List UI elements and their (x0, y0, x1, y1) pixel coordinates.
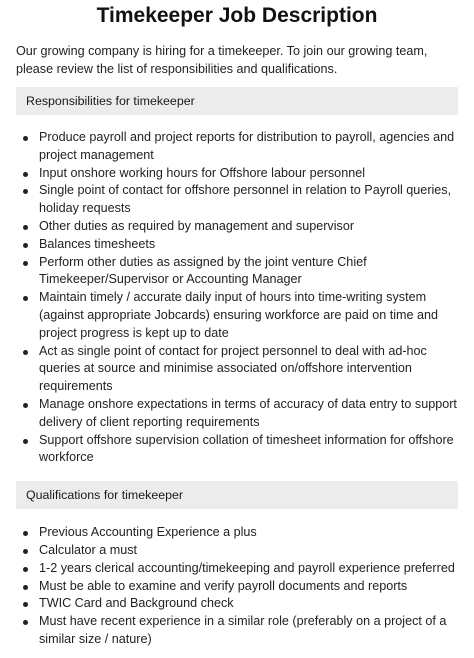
list-item: Support offshore supervision collation of timesheet information for offshore workforce (16, 432, 458, 468)
list-item: Calculator a must (16, 542, 458, 560)
page-title: Timekeeper Job Description (96, 4, 378, 27)
qualifications-list (16, 524, 458, 649)
responsibilities-list (16, 129, 458, 467)
list-item: Other duties as required by management and supervisor (16, 218, 458, 236)
list-item: Must have recent experience in a similar role (preferably on a project of a similar size / nature) (16, 613, 458, 649)
list-item: Must be able to examine and verify payroll documents and reports (16, 578, 458, 596)
list-item: Input onshore working hours for Offshore labour personnel (16, 165, 458, 183)
list-item: TWIC Card and Background check (16, 595, 458, 613)
list-item: Single point of contact for offshore personnel in relation to Payroll queries, holiday requests (16, 182, 458, 218)
list-item: Maintain timely / accurate daily input of hours into time-writing system (against appropriate Jobcards) ensuring workforce are paid on time and project progress is kept up to date (16, 289, 458, 342)
list-item: Balances timesheets (16, 236, 458, 254)
list-item: Manage onshore expectations in terms of accuracy of data entry to support delivery of client reporting requirements (16, 396, 458, 432)
list-item: Act as single point of contact for project personnel to deal with ad-hoc queries at source and minimise associated on/offshore intervention requirements (16, 343, 458, 396)
qualifications-heading: Qualifications for timekeeper (16, 481, 458, 509)
responsibilities-heading: Responsibilities for timekeeper (16, 87, 458, 115)
list-item: Previous Accounting Experience a plus (16, 524, 458, 542)
intro-paragraph: Our growing company is hiring for a timekeeper. To join our growing team, please review the list of responsibilities and qualifications. (16, 44, 428, 76)
list-item: Produce payroll and project reports for distribution to payroll, agencies and project management (16, 129, 458, 165)
list-item: 1-2 years clerical accounting/timekeeping and payroll experience preferred (16, 560, 458, 578)
list-item: Perform other duties as assigned by the joint venture Chief Timekeeper/Supervisor or Accounting Manager (16, 254, 458, 290)
